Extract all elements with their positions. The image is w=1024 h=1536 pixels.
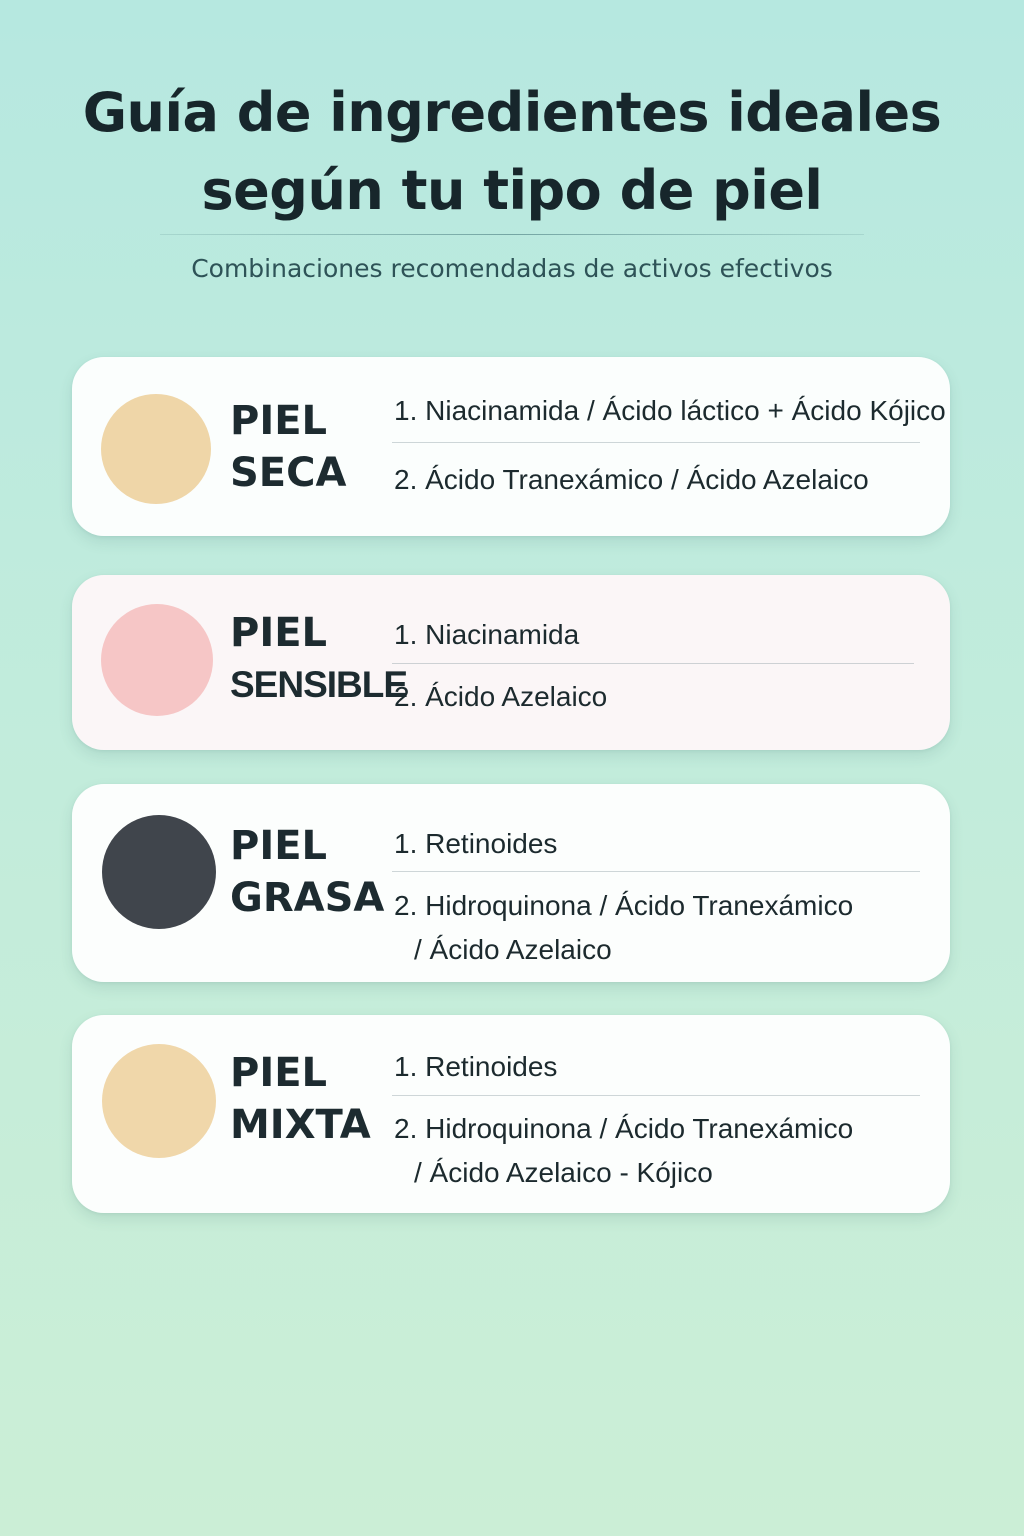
page-title <box>60 74 964 230</box>
item-divider <box>392 663 914 664</box>
title-line-2: según tu tipo de piel <box>201 159 823 222</box>
skin-type-label-line2: MIXTA <box>230 1102 371 1148</box>
skin-type-label-line1: PIEL <box>230 398 328 444</box>
ingredient-text-continuation: / Ácido Azelaico <box>414 934 612 965</box>
ingredient-item-1 <box>394 822 557 866</box>
skin-type-label-line2: SECA <box>230 450 347 496</box>
ingredient-item-1 <box>394 389 946 433</box>
title-line-1: Guía de ingredientes ideales <box>82 81 942 144</box>
skin-type-label-line1: PIEL <box>230 610 328 656</box>
ingredient-item-2 <box>394 675 607 719</box>
ingredient-text: 2. Hidroquinona / Ácido Tranexámico <box>394 1113 854 1144</box>
ingredient-text: 2. Ácido Tranexámico / Ácido Azelaico <box>394 464 869 495</box>
ingredient-text: 1. Niacinamida <box>394 619 580 650</box>
ingredient-text: 1. Retinoides <box>394 1051 558 1082</box>
skin-color-swatch <box>102 815 216 929</box>
item-divider <box>392 442 920 443</box>
skin-type-label <box>230 607 407 711</box>
ingredient-item-2 <box>394 458 869 502</box>
skin-color-swatch <box>101 394 211 504</box>
skin-type-label <box>230 1047 371 1151</box>
ingredient-text: 1. Niacinamida / Ácido láctico + Ácido Kójico <box>394 395 946 426</box>
ingredient-item-2 <box>394 1107 853 1195</box>
skin-color-swatch <box>102 1044 216 1158</box>
skin-card-oily <box>72 784 950 982</box>
title-divider <box>160 234 864 235</box>
skin-color-swatch <box>101 604 213 716</box>
skin-card-combination <box>72 1015 950 1213</box>
ingredient-text-continuation: / Ácido Azelaico - Kójico <box>414 1157 713 1188</box>
ingredient-item-1 <box>394 1045 557 1089</box>
ingredient-item-2 <box>394 884 853 972</box>
ingredient-text: 1. Retinoides <box>394 828 558 859</box>
skin-type-label-line1: PIEL <box>230 1050 328 1096</box>
skin-type-label-line1: PIEL <box>230 823 328 869</box>
ingredient-text: 2. Hidroquinona / Ácido Tranexámico <box>394 890 854 921</box>
skin-type-label-line2: GRASA <box>230 875 385 921</box>
ingredient-item-1 <box>394 613 579 657</box>
ingredient-text: 2. Ácido Azelaico <box>394 681 608 712</box>
skin-card-dry <box>72 357 950 536</box>
skin-card-sensitive <box>72 575 950 750</box>
subtitle: Combinaciones recomendadas de activos efectivos <box>191 254 833 283</box>
skin-type-label-line2: SENSIBLE <box>230 664 408 705</box>
skin-type-label <box>230 820 384 924</box>
item-divider <box>392 871 920 872</box>
item-divider <box>392 1095 920 1096</box>
skin-type-label <box>230 395 346 499</box>
